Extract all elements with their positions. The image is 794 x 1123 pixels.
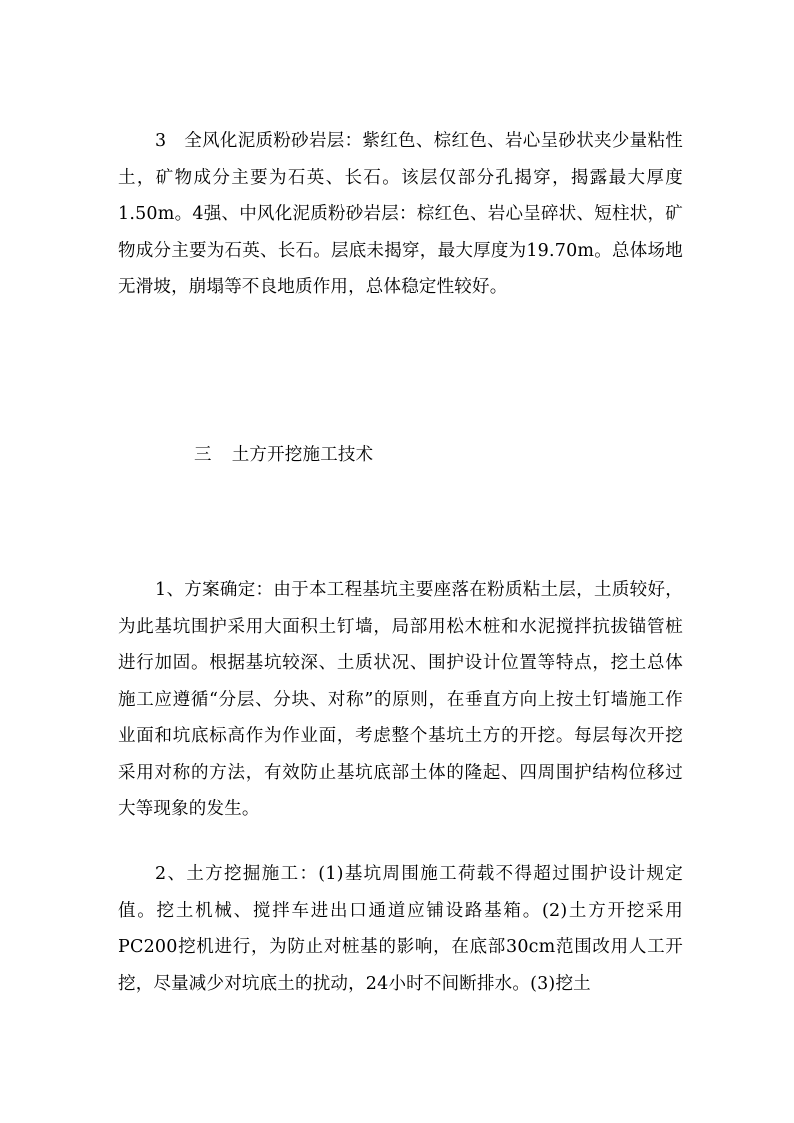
paragraph-weathered-rock-layers: 3 全风化泥质粉砂岩层：紫红色、棕红色、岩心呈砂状夹少量粘性土，矿物成分主要为石英、长石。该层仅部分孔揭穿，揭露最大厚度1.50m。4强、中风化泥质粉砂岩层：棕红色、岩心呈碎状、短柱状，矿物成分主要为石英、长石。层底未揭穿，最大厚度为19.70m。总体场地无滑坡，崩塌等不良地质作用，总体稳定性较好。 — [118, 131, 683, 297]
section-heading-number: 三 — [194, 445, 212, 465]
paragraph-earth-excavation: 2、土方挖掘施工：(1)基坑周围施工荷载不得超过围护设计规定值。挖土机械、搅拌车进出口通道应铺设路基箱。(2)土方开挖采用PC200挖机进行，为防止对桩基的影响，在底部30cm范围改用人工开挖，尽量减少对坑底土的扰动，24小时不间断排水。(3)挖土 — [118, 864, 683, 994]
section-heading — [118, 437, 683, 474]
paragraph-plan-determination: 1、方案确定：由于本工程基坑主要座落在粉质粘土层，土质较好，为此基坑围护采用大面积土钉墙，局部用松木桩和水泥搅拌抗拔锚管桩进行加固。根据基坑较深、土质状况、围护设计位置等特点，挖土总体施工应遵循“分层、分块、对称”的原则，在垂直方向上按土钉墙施工作业面和坑底标高作为作业面，考虑整个基坑土方的开挖。每层每次开挖采用对称的方法，有效防止基坑底部土体的隆起、四周围护结构位移过大等现象的发生。 — [118, 580, 683, 819]
section-heading-title: 土方开挖施工技术 — [231, 445, 374, 465]
